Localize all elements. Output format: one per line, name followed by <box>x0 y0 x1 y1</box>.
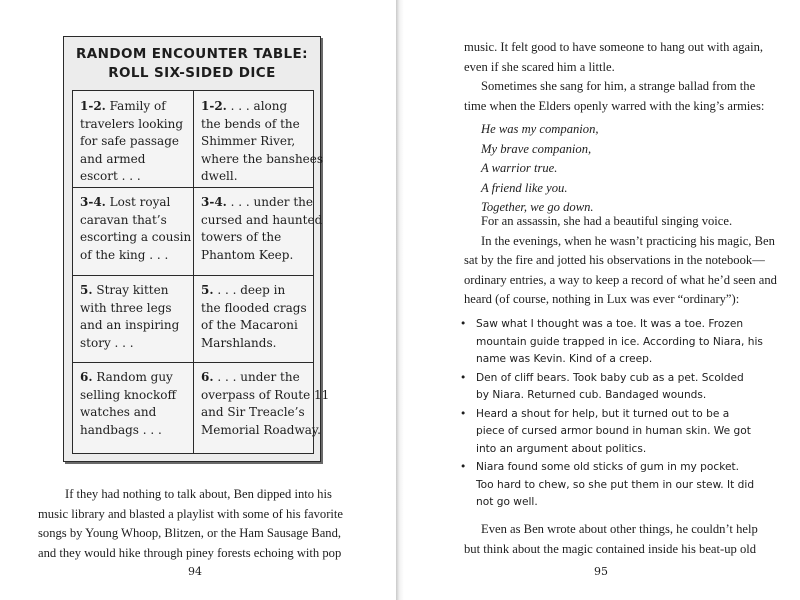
poem-line: A warrior true. <box>481 161 558 175</box>
entry-line: Niara found some old sticks of gum in my pocket. <box>476 461 740 473</box>
entry-line: name was Kevin. Kind of a creep. <box>476 353 653 365</box>
right-closing-paragraph <box>464 520 758 559</box>
cell-text: handbags . . . <box>80 422 162 437</box>
cell-text: Marshlands. <box>201 335 277 350</box>
entry-line: not go well. <box>476 496 538 508</box>
ballad-poem <box>481 120 599 218</box>
cell-text: Phantom Keep. <box>201 247 294 262</box>
entry-line: Saw what I thought was a toe. It was a toe. Frozen <box>476 318 744 330</box>
cell-text: travelers looking <box>80 116 184 131</box>
entry-line: mountain guide trapped in ice. According to Niara, his <box>476 335 763 348</box>
table-title-line: ROLL SIX-SIDED DICE <box>108 65 276 81</box>
cell-text: escorting a cousin <box>80 230 192 244</box>
row-divider <box>73 275 313 276</box>
body-line: If they had nothing to talk about, Ben dipped into his <box>65 487 332 501</box>
entry-line: Den of cliff bears. Took baby cub as a pet. Scolded <box>476 371 744 384</box>
cell-text: of the Macaroni <box>201 318 298 332</box>
table-title-line: RANDOM ENCOUNTER TABLE: <box>76 46 308 62</box>
cell-text: dwell. <box>201 169 238 183</box>
body-line: Even as Ben wrote about other things, he couldn’t help <box>481 522 758 536</box>
random-encounter-table <box>63 36 330 462</box>
notebook-entry <box>460 370 780 405</box>
page-number: 95 <box>594 565 608 578</box>
cell-text: . . . along <box>226 99 288 113</box>
table-cell-roll-6-encounter <box>80 369 192 439</box>
cell-text: . . . deep in <box>213 283 286 297</box>
body-line: time when the Elders openly warred with the king’s armies: <box>464 98 765 113</box>
cell-text: for safe passage <box>80 134 179 148</box>
right-page <box>404 0 800 600</box>
cell-text: . . . under the <box>226 195 314 209</box>
notebook-entry <box>460 459 780 512</box>
table-grid <box>72 90 330 454</box>
roll-number: 6. <box>80 370 93 384</box>
cell-text: and armed <box>80 151 146 166</box>
table-cell-roll-5-location <box>201 282 313 352</box>
poem-line: My brave companion, <box>481 141 592 156</box>
roll-number: 1-2. <box>80 99 106 113</box>
roll-number: 5. <box>201 283 214 297</box>
poem-line: He was my companion, <box>481 122 599 136</box>
entry-line: by Niara. Returned cub. Bandaged wounds. <box>476 389 707 401</box>
cell-text: Lost royal <box>105 195 171 209</box>
roll-number: 3-4. <box>201 195 227 209</box>
table-cell-roll-1-2-encounter <box>80 98 192 186</box>
entry-line: piece of cursed armor bound in human skin. We got <box>476 425 751 437</box>
cell-text: Memorial Roadway. <box>201 422 321 437</box>
book-gutter <box>396 0 404 600</box>
body-line: ordinary entries, a way to keep a record of what he’d seen and <box>464 272 777 287</box>
cell-text: Stray kitten <box>92 283 169 297</box>
entry-line: Heard a shout for help, but it turned out to be a <box>476 407 730 420</box>
table-cell-roll-1-2-location <box>201 98 324 186</box>
cell-text: Random guy <box>92 370 173 384</box>
roll-number: 6. <box>201 370 214 384</box>
cell-text: selling knockoff <box>80 387 176 402</box>
cell-text: with three legs <box>80 300 172 315</box>
cell-text: where the banshees <box>201 151 324 166</box>
cell-text: and an inspiring <box>80 318 180 332</box>
cell-text: story . . . <box>80 335 134 350</box>
cell-text: Shimmer River, <box>201 134 296 148</box>
body-line: music. It felt good to have someone to hang out with again, <box>464 40 764 54</box>
body-line: Sometimes she sang for him, a strange ballad from the <box>481 79 756 93</box>
table-cell-roll-3-4-encounter <box>80 194 192 264</box>
cell-text: and Sir Treacle’s <box>201 405 305 419</box>
cell-text: cursed and haunted <box>201 212 323 227</box>
notebook-entry <box>460 406 780 459</box>
cell-text: escort . . . <box>80 169 141 183</box>
left-page <box>0 0 396 600</box>
roll-number: 5. <box>80 283 93 297</box>
body-line: songs by Young Whoop, Blitzen, or the Ham Sausage Band, <box>38 526 342 540</box>
roll-number: 1-2. <box>201 99 227 113</box>
cell-text: towers of the <box>201 230 282 244</box>
body-line: sat by the fire and jotted his observations in the notebook— <box>464 253 765 267</box>
cell-text: overpass of Route 11 <box>201 387 330 402</box>
row-divider <box>73 187 313 188</box>
bullet-point: • <box>460 407 467 420</box>
body-line: and they would hike through piney forests echoing with pop <box>38 545 342 560</box>
body-line: music library and blasted a playlist with some of his favorite <box>38 506 343 521</box>
cell-text: caravan that’s <box>80 212 167 227</box>
right-intro-paragraph <box>464 38 764 116</box>
right-middle-paragraph <box>464 212 777 310</box>
table-cell-roll-3-4-location <box>201 194 323 264</box>
cell-text: . . . under the <box>213 370 300 384</box>
left-body-paragraph <box>38 485 343 563</box>
cell-text: of the king . . . <box>80 247 169 262</box>
bullet-point: • <box>460 318 467 330</box>
column-divider <box>193 91 194 453</box>
notebook-entries <box>460 316 780 513</box>
body-line: even if she scared him a little. <box>464 59 615 74</box>
poem-line: Together, we go down. <box>481 200 594 214</box>
table-cell-roll-6-location <box>201 369 330 439</box>
table-title <box>64 45 320 83</box>
page-number: 94 <box>188 565 202 578</box>
body-line: but think about the magic contained inside his beat-up old <box>464 541 757 556</box>
notebook-entry <box>460 316 780 369</box>
roll-number: 3-4. <box>80 195 106 209</box>
poem-line: A friend like you. <box>481 180 568 195</box>
bullet-point: • <box>460 461 467 473</box>
entry-line: into an argument about politics. <box>476 442 647 455</box>
body-line: For an assassin, she had a beautiful singing voice. <box>481 214 733 228</box>
bullet-point: • <box>460 371 467 384</box>
cell-text: the flooded crags <box>201 300 307 315</box>
row-divider <box>73 362 313 363</box>
cell-text: Family of <box>105 99 166 113</box>
body-line: In the evenings, when he wasn’t practicing his magic, Ben <box>481 233 775 248</box>
cell-text: the bends of the <box>201 116 300 131</box>
cell-text: watches and <box>80 405 157 419</box>
body-line: heard (of course, nothing in Lux was ever “ordinary”): <box>464 292 740 306</box>
table-cell-roll-5-encounter <box>80 282 192 352</box>
entry-line: Too hard to chew, so she put them in our stew. It did <box>476 478 755 491</box>
